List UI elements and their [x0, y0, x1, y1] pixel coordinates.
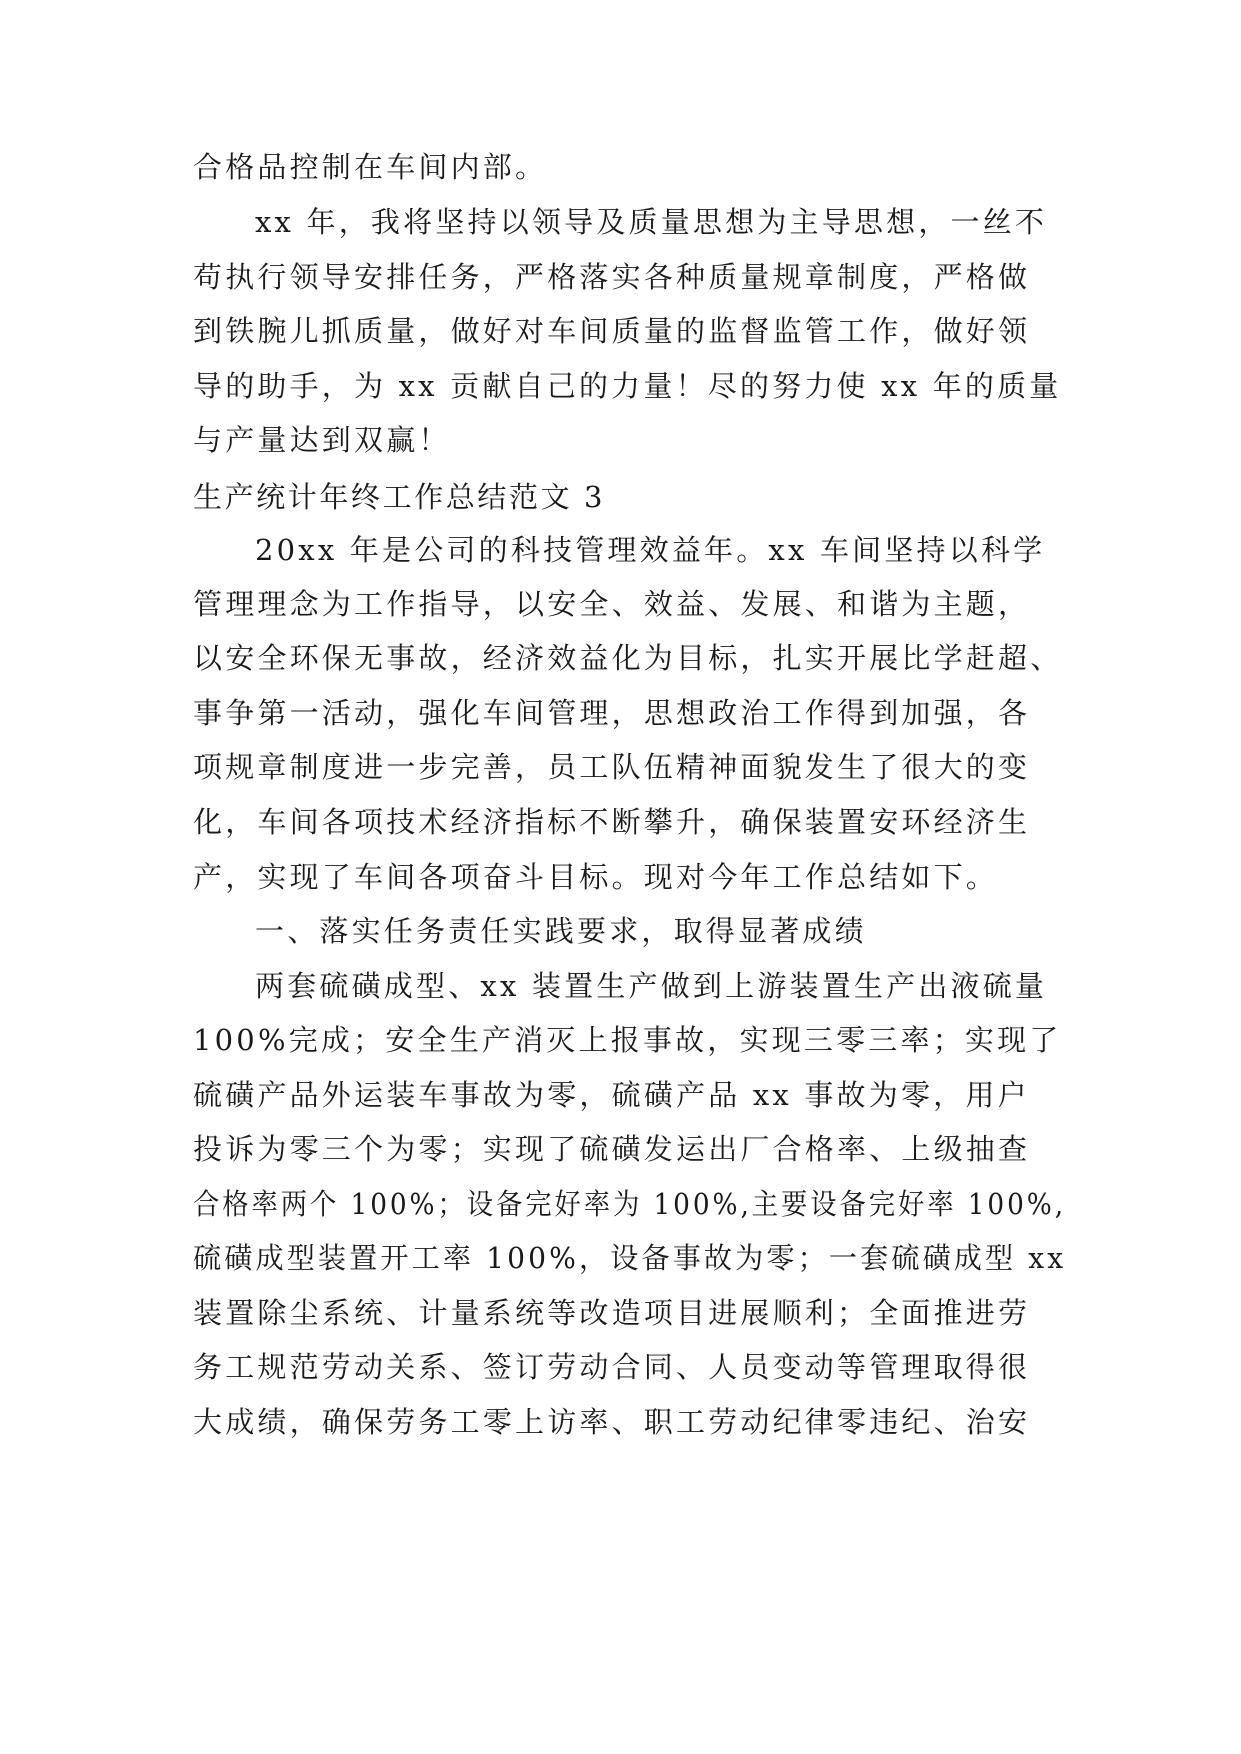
text-line: 以安全环保无事故，经济效益化为目标，扎实开展比学赶超、 — [193, 641, 1063, 675]
text-line: 硫磺产品外运装车事故为零，硫磺产品 xx 事故为零，用户 — [193, 1078, 1030, 1112]
text-line: 管理理念为工作指导，以安全、效益、发展、和谐为主题， — [193, 587, 1031, 621]
text-line: xx 年，我将坚持以领导及质量思想为主导思想，一丝不 — [255, 205, 1048, 239]
text-line: 与产量达到双赢！ — [193, 423, 451, 457]
text-line: 装置除尘系统、计量系统等改造项目进展顺利；全面推进劳 — [193, 1296, 1031, 1330]
subheading: 一、落实任务责任实践要求，取得显著成绩 — [255, 914, 867, 948]
text-line: 项规章制度进一步完善，员工队伍精神面貌发生了很大的变 — [193, 750, 1031, 784]
text-line: 事争第一活动，强化车间管理，思想政治工作得到加强，各 — [193, 696, 1031, 730]
text-line: 务工规范劳动关系、签订劳动合同、人员变动等管理取得很 — [193, 1350, 1031, 1384]
text-line: 导的助手，为 xx 贡献自己的力量！尽的努力使 xx 年的质量 — [193, 369, 1062, 403]
text-line: 投诉为零三个为零；实现了硫磺发运出厂合格率、上级抽查 — [193, 1132, 1031, 1166]
text-line: 合格率两个 100%；设备完好率为 100%,主要设备完好率 100%, — [193, 1187, 1066, 1221]
text-line: 到铁腕儿抓质量，做好对车间质量的监督监管工作，做好领 — [193, 314, 1031, 348]
text-line: 大成绩，确保劳务工零上访率、职工劳动纪律零违纪、治安 — [193, 1405, 1031, 1439]
text-line: 20xx 年是公司的科技管理效益年。xx 车间坚持以科学 — [255, 533, 1046, 567]
section-heading: 生产统计年终工作总结范文 3 — [193, 480, 606, 514]
text-line: 产，实现了车间各项奋斗目标。现对今年工作总结如下。 — [193, 860, 999, 894]
text-line: 硫磺成型装置开工率 100%，设备事故为零；一套硫磺成型 xx — [193, 1241, 1067, 1275]
text-line: 两套硫磺成型、xx 装置生产做到上游装置生产出液硫量 — [255, 969, 1048, 1003]
text-line: 苟执行领导安排任务，严格落实各种质量规章制度，严格做 — [193, 260, 1031, 294]
text-line: 化，车间各项技术经济指标不断攀升，确保装置安环经济生 — [193, 805, 1031, 839]
text-line: 100%完成；安全生产消灭上报事故，实现三零三率；实现了 — [193, 1023, 1062, 1057]
text-line: 合格品控制在车间内部。 — [193, 150, 548, 184]
